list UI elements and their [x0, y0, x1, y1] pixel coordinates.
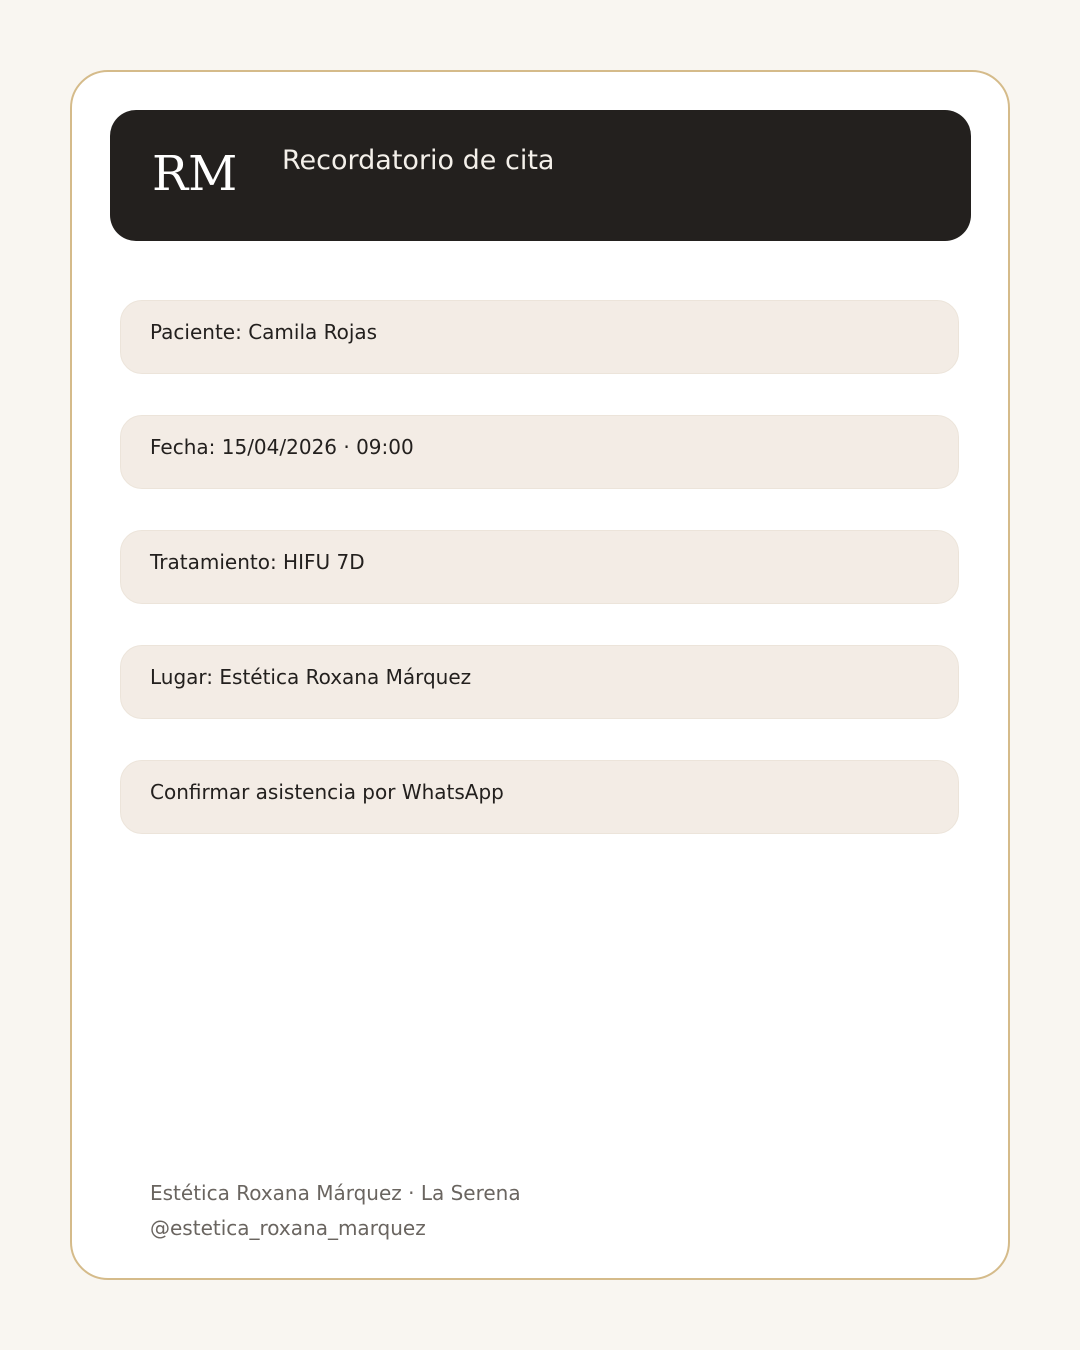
treatment-label: Tratamiento: HIFU 7D: [150, 550, 365, 574]
patient-label: Paciente: Camila Rojas: [150, 320, 378, 344]
brand-logo: RM: [152, 146, 238, 202]
confirm-whatsapp-label: Confirmar asistencia por WhatsApp: [150, 780, 504, 804]
treatment-row: [120, 530, 959, 604]
page-title: Recordatorio de cita: [282, 145, 555, 176]
footer-business-location: Estética Roxana Márquez · La Serena: [150, 1181, 521, 1205]
appointment-reminder-card: [70, 70, 1010, 1280]
confirm-whatsapp-row: [120, 760, 959, 834]
location-row: [120, 645, 959, 719]
reminder-header: [110, 110, 971, 241]
patient-row: [120, 300, 959, 374]
date-label: Fecha: 15/04/2026 · 09:00: [150, 435, 414, 459]
footer-instagram-handle: @estetica_roxana_marquez: [150, 1216, 426, 1240]
date-row: [120, 415, 959, 489]
location-label: Lugar: Estética Roxana Márquez: [150, 665, 472, 689]
